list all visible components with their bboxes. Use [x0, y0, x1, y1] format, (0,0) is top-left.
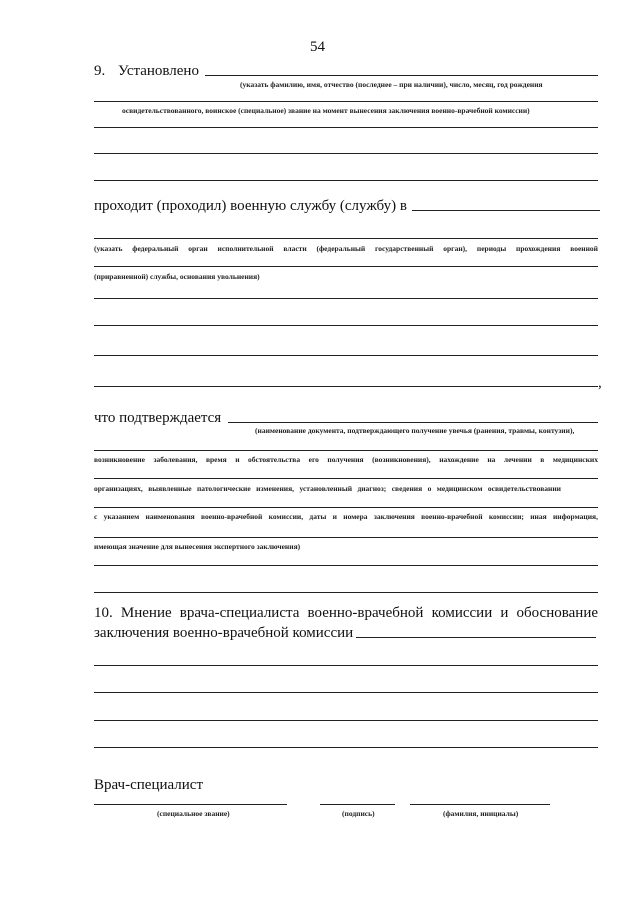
section-10-line-2: заключения военно-врачебной комиссии [94, 625, 354, 641]
blank-line[interactable] [94, 478, 598, 479]
section-9-number: 9. [94, 63, 106, 79]
confirm-hint-3: организациях, выявленные патологические изменения, установленный диагноз; сведения о медицинском освидетельствовании [94, 484, 561, 493]
confirm-label: что подтверждается [94, 410, 222, 426]
page-number: 54 [310, 39, 325, 55]
established-fill-line-2[interactable] [94, 101, 598, 102]
blank-line[interactable] [94, 592, 598, 593]
service-hint-2: (приравненной) службы, основания увольнения) [94, 272, 260, 281]
confirm-hint-4: с указанием наименования военно-врачебной комиссии, даты и номера заключения военно-врачебной комиссии; иная информация, [94, 512, 598, 521]
blank-line[interactable] [94, 692, 598, 693]
section-9-title: Установлено [118, 63, 199, 79]
blank-line[interactable] [94, 266, 598, 267]
confirm-fill-line[interactable] [228, 422, 598, 423]
established-hint-2: освидетельствованного, воинское (специальное) звание на момент вынесения заключения военно-врачебной комиссии) [122, 106, 530, 115]
service-label: проходит (проходил) военную службу (службу) в [94, 198, 407, 214]
blank-line[interactable] [94, 665, 598, 666]
blank-line[interactable] [94, 238, 598, 239]
confirm-hint-1: (наименование документа, подтверждающего получение увечья (ранения, травмы, контузии), [255, 426, 575, 435]
blank-line[interactable] [94, 355, 598, 356]
blank-line[interactable] [94, 450, 598, 451]
name-hint: (фамилия, инициалы) [443, 809, 519, 818]
blank-line[interactable] [94, 386, 598, 387]
blank-line[interactable] [94, 507, 598, 508]
blank-line[interactable] [94, 153, 598, 154]
blank-line[interactable] [94, 747, 598, 748]
established-fill-line[interactable] [205, 75, 598, 76]
blank-line[interactable] [94, 720, 598, 721]
blank-line[interactable] [94, 180, 598, 181]
section-10-line-1: 10. Мнение врача-специалиста военно-врачебной комиссии и обоснование [94, 605, 598, 621]
confirm-hint-5: имеющая значение для вынесения экспертного заключения) [94, 542, 301, 551]
signature-title: Врач-специалист [94, 777, 204, 793]
rank-hint: (специальное звание) [157, 809, 230, 818]
blank-line[interactable] [94, 298, 598, 299]
rank-fill-line[interactable] [94, 804, 287, 805]
sign-fill-line[interactable] [320, 804, 395, 805]
opinion-fill-line[interactable] [356, 637, 596, 638]
service-fill-line[interactable] [412, 210, 600, 211]
sign-hint: (подпись) [342, 809, 375, 818]
blank-line[interactable] [94, 325, 598, 326]
confirm-hint-2: возникновение заболевания, время и обстоятельства его получения (возникновения), нахождение на лечении в медицинских [94, 455, 598, 464]
comma: , [598, 375, 602, 391]
name-fill-line[interactable] [410, 804, 550, 805]
service-hint-1: (указать федеральный орган исполнительной власти (федеральный государственный орган), периоды прохождения военной [94, 244, 598, 253]
established-hint-1: (указать фамилию, имя, отчество (последнее – при наличии), число, месяц, год рождения [240, 80, 543, 89]
blank-line[interactable] [94, 537, 598, 538]
blank-line[interactable] [94, 127, 598, 128]
blank-line[interactable] [94, 565, 598, 566]
